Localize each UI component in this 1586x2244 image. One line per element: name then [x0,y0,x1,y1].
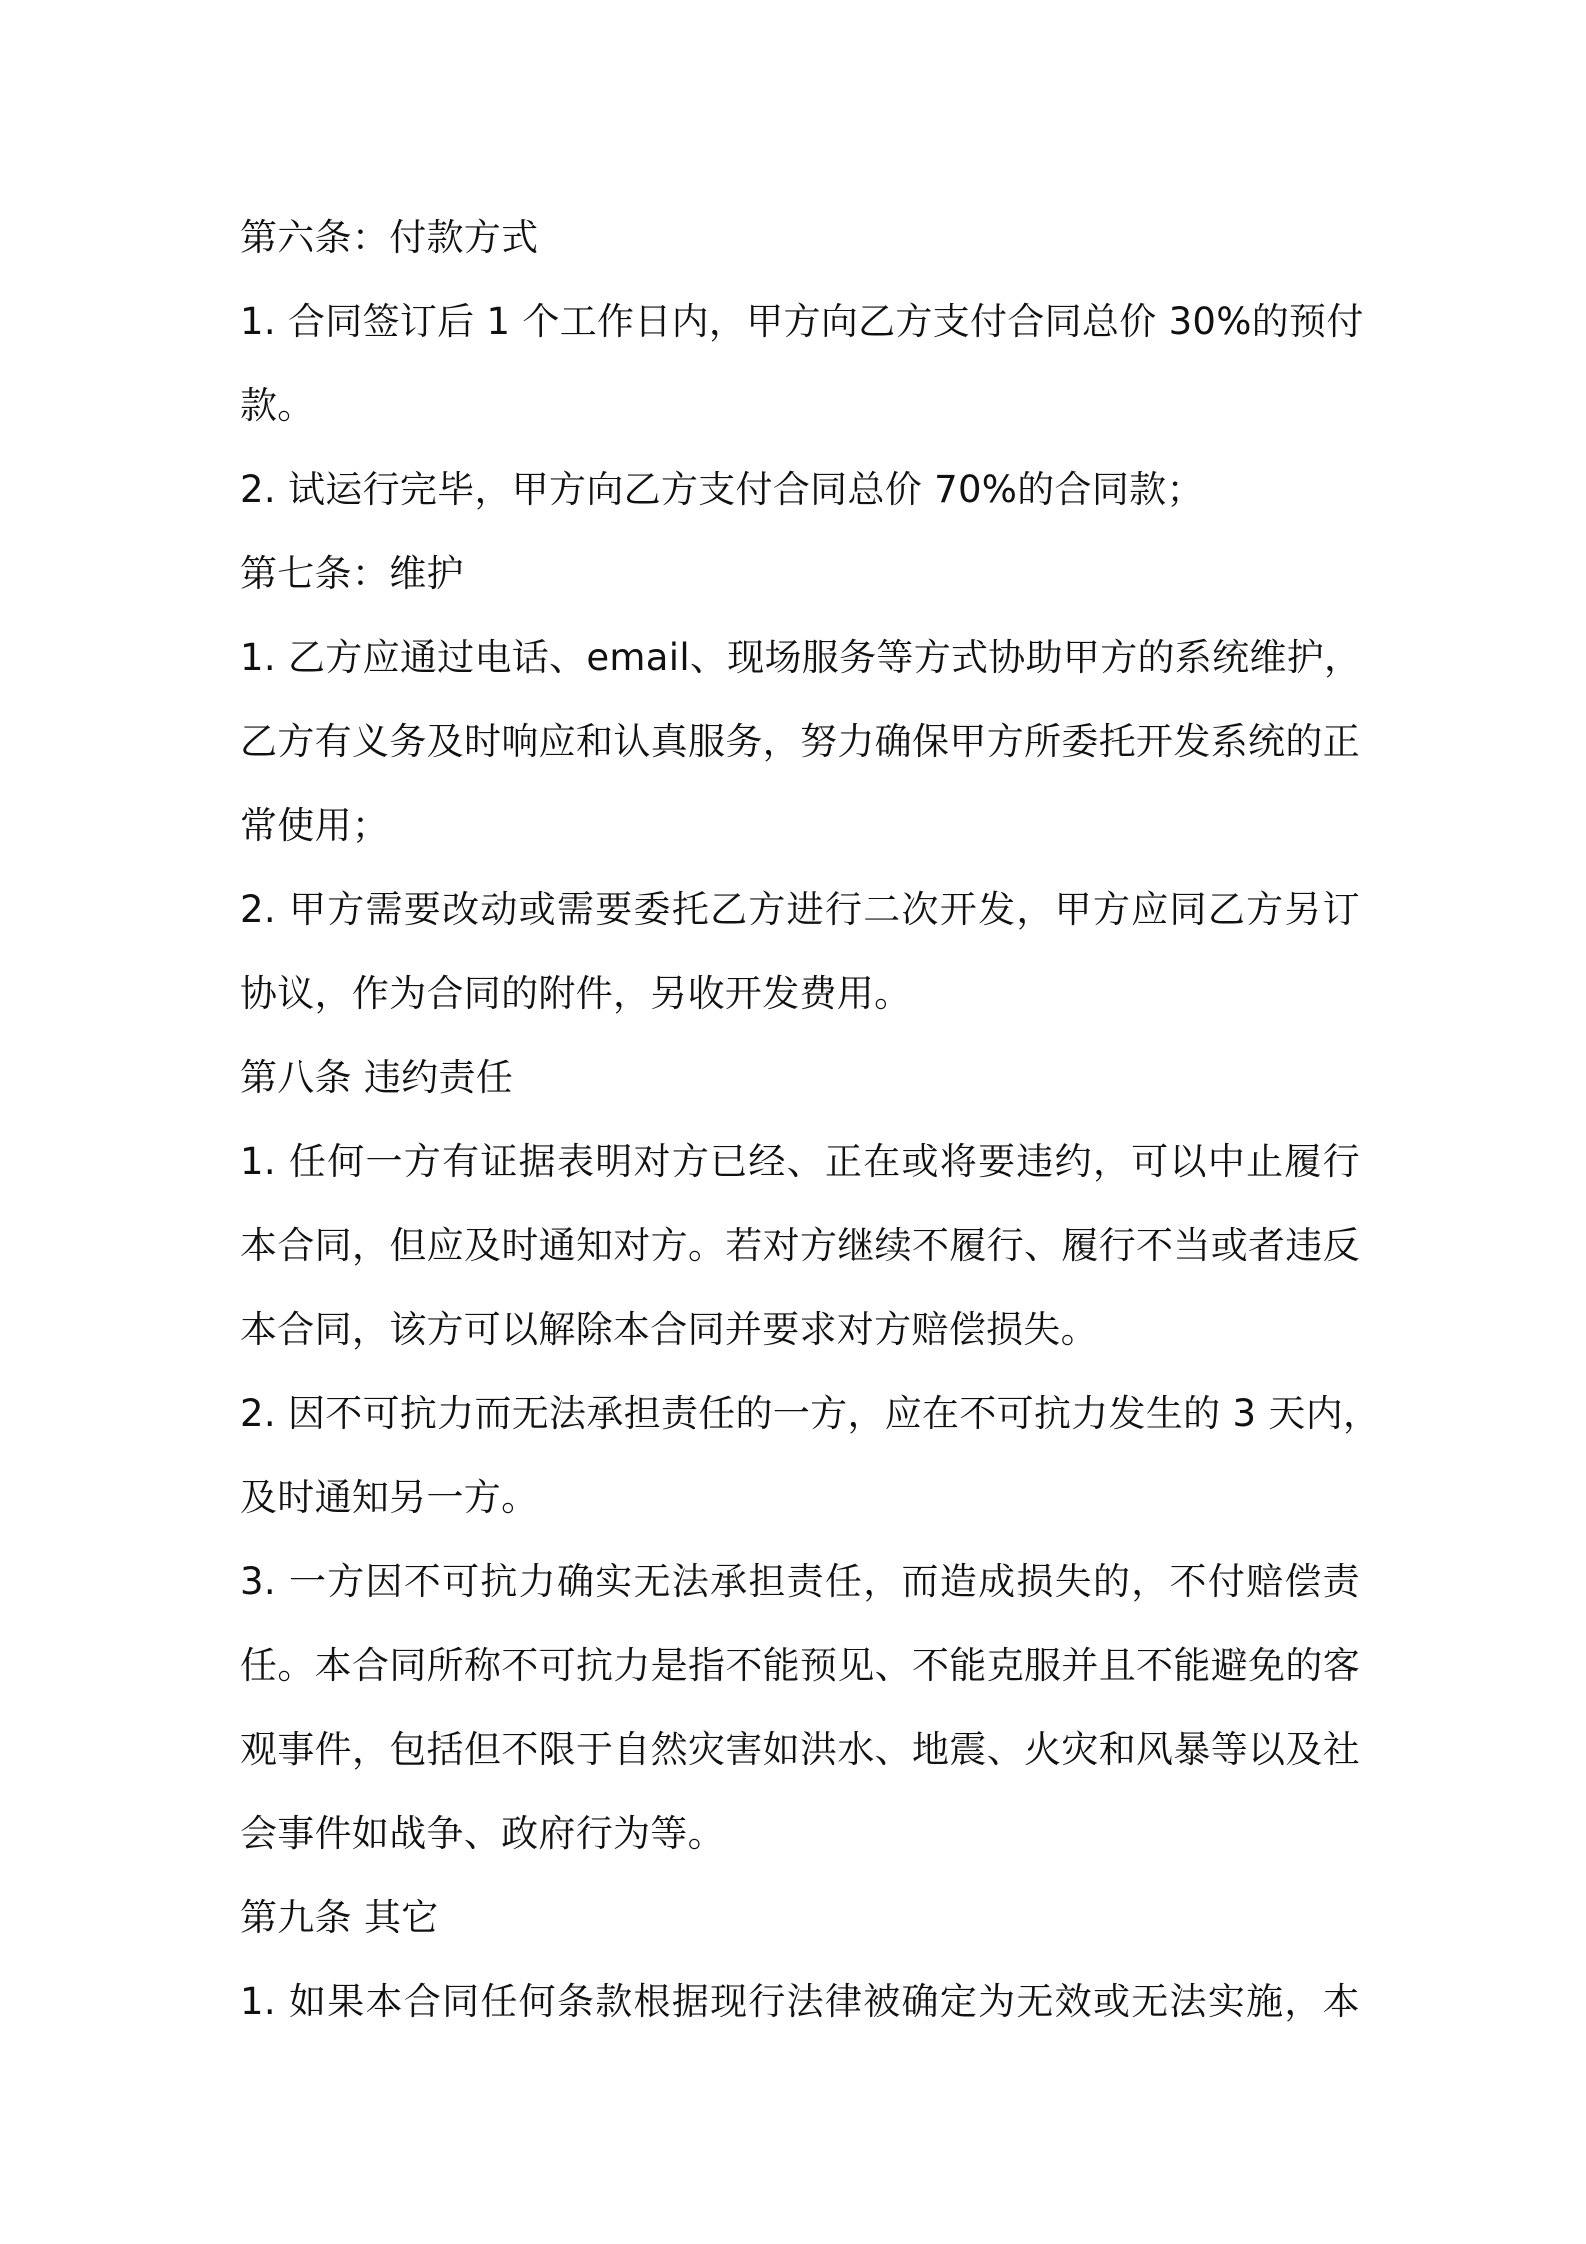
article-8-clause-2-line-1: 2. 因不可抗力而无法承担责任的一方，应在不可抗力发生的 3 天内， [240,1392,1381,1435]
article-7-clause-2-line-1: 2. 甲方需要改动或需要委托乙方进行二次开发，甲方应同乙方另订 [240,888,1360,931]
article-8-clause-3-line-3: 观事件，包括但不限于自然灾害如洪水、地震、火灾和风暴等以及社 [240,1728,1360,1771]
article-7-heading: 第七条：维护 [240,552,464,595]
article-9-clause-1-line-1: 1. 如果本合同任何条款根据现行法律被确定为无效或无法实施，本 [240,1980,1360,2023]
article-8-clause-2-line-2: 及时通知另一方。 [240,1476,539,1519]
article-8-clause-3-line-4: 会事件如战争、政府行为等。 [240,1812,725,1855]
article-8-clause-1-line-3: 本合同，该方可以解除本合同并要求对方赔偿损失。 [240,1308,1098,1351]
article-6-clause-2: 2. 试运行完毕，甲方向乙方支付合同总价 70%的合同款； [240,468,1204,511]
article-9-heading: 第九条 其它 [240,1896,439,1939]
article-6-clause-1-line-2: 款。 [240,384,315,427]
article-8-clause-3-line-1: 3. 一方因不可抗力确实无法承担责任，而造成损失的，不付赔偿责 [240,1560,1360,1603]
article-7-clause-2-line-2: 协议，作为合同的附件，另收开发费用。 [240,972,912,1015]
article-7-clause-1-line-3: 常使用； [240,804,390,847]
document-body [240,196,1381,2044]
article-8-clause-1-line-2: 本合同，但应及时通知对方。若对方继续不履行、履行不当或者违反 [240,1224,1360,1267]
article-7-clause-1-line-1: 1. 乙方应通过电话、email、现场服务等方式协助甲方的系统维护， [240,636,1362,679]
article-6-heading: 第六条：付款方式 [240,216,539,259]
article-8-clause-3-line-2: 任。本合同所称不可抗力是指不能预见、不能克服并且不能避免的客 [240,1644,1360,1687]
article-8-clause-1-line-1: 1. 任何一方有证据表明对方已经、正在或将要违约，可以中止履行 [240,1140,1360,1183]
article-8-heading: 第八条 违约责任 [240,1056,514,1099]
article-6-clause-1-line-1: 1. 合同签订后 1 个工作日内，甲方向乙方支付合同总价 30%的预付 [240,300,1364,343]
article-7-clause-1-line-2: 乙方有义务及时响应和认真服务，努力确保甲方所委托开发系统的正 [240,720,1360,763]
